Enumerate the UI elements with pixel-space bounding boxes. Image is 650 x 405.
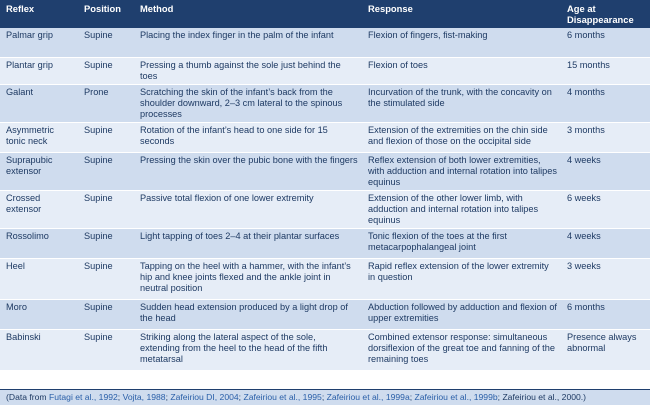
cell-response: Rapid reflex extension of the lower extremity in question [362,259,561,300]
cell-position: Supine [78,229,134,259]
cell-response: Flexion of toes [362,58,561,85]
cell-reflex: Asymmetric tonic neck [0,123,78,153]
header-position: Position [78,0,134,28]
cell-reflex: Suprapubic extensor [0,153,78,191]
cell-method: Pressing a thumb against the sole just behind the toes [134,58,362,85]
cell-method: Passive total flexion of one lower extremity [134,191,362,229]
footnote-prefix: (Data from [6,392,49,402]
cell-reflex: Galant [0,85,78,123]
citation-separator: ; [497,392,503,402]
table-row [0,330,650,371]
cell-position: Supine [78,58,134,85]
citation-separator: ; [409,392,415,402]
cell-response: Flexion of fingers, fist-making [362,28,561,58]
table-row [0,191,650,229]
cell-response: Abduction followed by adduction and flexion of upper extremities [362,300,561,330]
cell-position: Supine [78,28,134,58]
cell-age: 15 months [561,58,650,85]
table-row [0,123,650,153]
header-age: Age at Disappearance [561,0,650,28]
citation-separator: ; [117,392,123,402]
header-response: Response [362,0,561,28]
cell-reflex: Crossed extensor [0,191,78,229]
cell-position: Supine [78,191,134,229]
citation-link[interactable]: Vojta, 1988 [122,392,166,402]
cell-response: Extension of the extremities on the chin side and flexion of those on the occipital side [362,123,561,153]
cell-reflex: Babinski [0,330,78,371]
cell-reflex: Heel [0,259,78,300]
table-header [0,0,650,28]
header-reflex: Reflex [0,0,78,28]
cell-method: Sudden head extension produced by a light drop of the head [134,300,362,330]
table-body [0,28,650,371]
table-row [0,58,650,85]
table-row [0,153,650,191]
header-method: Method [134,0,362,28]
footnote-suffix: Zafeiriou et al., 2000.) [502,392,587,402]
cell-position: Prone [78,85,134,123]
cell-position: Supine [78,300,134,330]
cell-position: Supine [78,123,134,153]
table-row [0,259,650,300]
cell-response: Combined extensor response: simultaneous dorsiflexion of the great toe and fanning of the remaining toes [362,330,561,371]
cell-method: Placing the index finger in the palm of the infant [134,28,362,58]
table-row [0,229,650,259]
cell-age: 6 months [561,28,650,58]
cell-position: Supine [78,259,134,300]
cell-position: Supine [78,330,134,371]
cell-age: 3 weeks [561,259,650,300]
citation-separator: ; [165,392,171,402]
cell-age: 4 weeks [561,229,650,259]
citation-link[interactable]: Zafeiriou et al., 1995 [243,392,322,402]
citation-link[interactable]: Zafeiriou et al., 1999a [326,392,410,402]
footnote [0,389,650,405]
cell-reflex: Rossolimo [0,229,78,259]
cell-age: 3 months [561,123,650,153]
citation-separator: ; [321,392,327,402]
footnote-refs [49,392,502,402]
cell-position: Supine [78,153,134,191]
cell-age: 4 months [561,85,650,123]
cell-reflex: Plantar grip [0,58,78,85]
cell-method: Rotation of the infant’s head to one side for 15 seconds [134,123,362,153]
cell-age: 6 weeks [561,191,650,229]
citation-separator: ; [238,392,244,402]
cell-reflex: Palmar grip [0,28,78,58]
table-row [0,28,650,58]
cell-response: Extension of the other lower limb, with adduction and internal rotation into talipes equinus [362,191,561,229]
cell-response: Reflex extension of both lower extremities, with adduction and internal rotation into talipes equinus [362,153,561,191]
cell-age: 6 months [561,300,650,330]
cell-method: Striking along the lateral aspect of the sole, extending from the heel to the head of the fifth metatarsal [134,330,362,371]
citation-link[interactable]: Futagi et al., 1992 [48,392,118,402]
citation-link[interactable]: Zafeiriou et al., 1999b [414,392,498,402]
cell-method: Scratching the skin of the infant’s back from the shoulder downward, 2–3 cm lateral to the spinous processes [134,85,362,123]
table-row [0,300,650,330]
cell-response: Tonic flexion of the toes at the first metacarpophalangeal joint [362,229,561,259]
cell-method: Light tapping of toes 2–4 at their plantar surfaces [134,229,362,259]
cell-method: Tapping on the heel with a hammer, with the infant’s hip and knee joints flexed and the ankle joint in neutral position [134,259,362,300]
cell-response: Incurvation of the trunk, with the concavity on the stimulated side [362,85,561,123]
cell-reflex: Moro [0,300,78,330]
cell-age: Presence always abnormal [561,330,650,371]
cell-age: 4 weeks [561,153,650,191]
table-row [0,85,650,123]
citation-link[interactable]: Zafeiriou DI, 2004 [170,392,239,402]
cell-method: Pressing the skin over the pubic bone with the fingers [134,153,362,191]
